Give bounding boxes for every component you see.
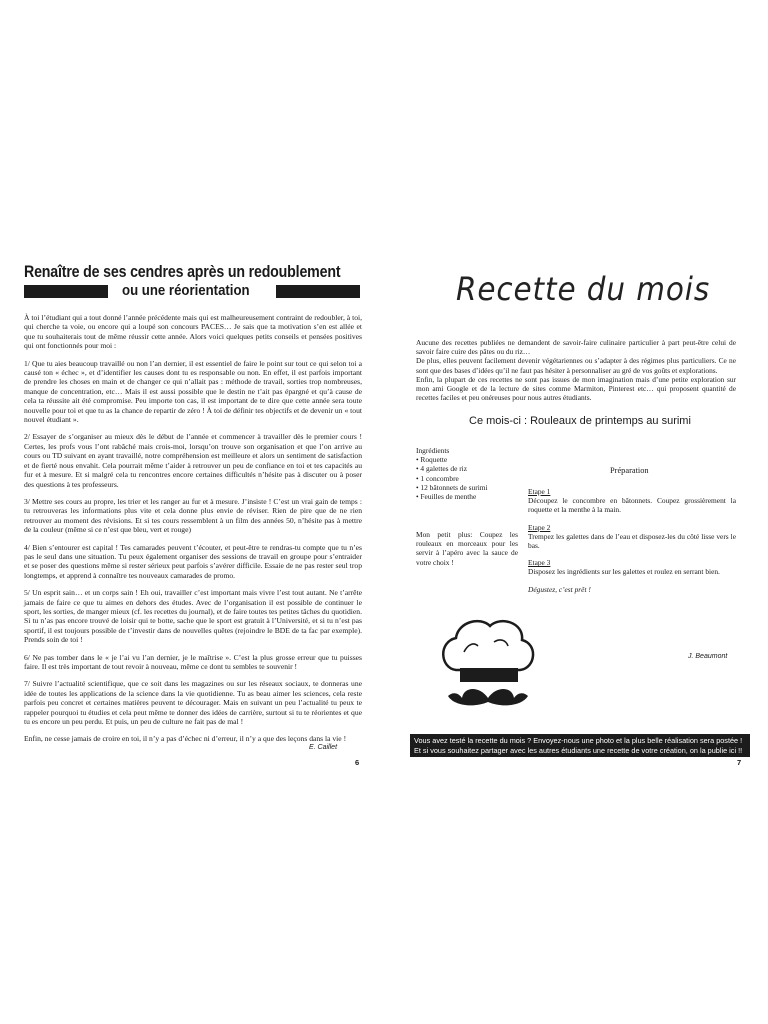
step-label: Etape 2 bbox=[528, 522, 551, 532]
step-text: Disposez les ingrédients sur les galettes et roulez en serrant bien. bbox=[528, 567, 720, 577]
banner-line-2: Et si vous souhaitez partager avec les autres étudiants une recette de votre création, on la publie ici !! bbox=[414, 745, 743, 755]
intro-paragraph: À toi l’étudiant qui a tout donné l’année précédente mais qui est malheureusement contraint de redoubler, à toi, qui cherche ta voie, ou encore qui a loupé son concours PACES… Je sais que ta motivation s’en est allée et que tu souhaiterais tout de même réussir cette année. Alors voici quelques petits conseils et pensées positives qui ont fonctionnés pour moi : bbox=[24, 313, 362, 351]
left-title-line1: Renaître de ses cendres après un redoublement bbox=[24, 263, 341, 281]
tip-paragraph-2: 2/ Essayer de s’organiser au mieux dès le début de l’année et commencer à travailler dès le premier cours ! Certes, les profs vous l’ont rabâché mais crois-moi, lorsqu’on trouve son organisation et que l’on arrive au cours ou TD suivant en ayant travaillé, notre compréhension est meilleure et alors un sentiment de satisfaction et de fierté nous envahit. Cela pourrait même t’aider à retrouver un peu de confiance en toi et tes capacités au fur et à mesure. Et si malgré cela tu rencontres encore certaines difficultés n’hésite pas à discuter ou à poser des questions à tes professeurs. bbox=[24, 432, 362, 489]
step-label: Etape 3 bbox=[528, 558, 551, 568]
ingredient-item: • Roquette bbox=[416, 455, 448, 465]
chef-hat-mustache-icon bbox=[434, 612, 542, 710]
recipe-title: Recette du mois bbox=[456, 270, 711, 308]
title-bar-right bbox=[276, 285, 360, 298]
step-label: Etape 1 bbox=[528, 487, 551, 496]
call-to-action-banner bbox=[410, 734, 750, 757]
tip-paragraph-5: 5/ Un esprit sain… et un corps sain ! Eh oui, travailler c’est important mais vivre l’est tout autant. Ne t’arrête jamais de faire ce que tu aimes en dehors des études. Avec de l’organisation il est possible de continuer le sport, les sorties, de manger mieux (cf. les recettes du journal), et de faire toutes tes petites tâches du quotidien. Si tu n’as pas encore trouvé de loisir qui te botte, sache que le sport est gratuit à l’Université, et si tu n’est pas sportif, il est toujours possible de t’investir dans de nouvelles quêtes (rejoindre le BDE de ta fac par exemple). Prends soin de toi ! bbox=[24, 588, 362, 645]
tip-paragraph-4: 4/ Bien s’entourer est capital ! Tes camarades peuvent t’écouter, et peut-être te rendras-tu compte que tu n’es pas le seul dans une situation. Tu peux également organiser des sessions de travail en groupe pour s’entraider et se poser des questions même si rester sérieux peut parfois s’avérer difficile. Essaie de ne pas rester seul trop longtemps, et apprend à connaître tes nouveaux camarades de promo. bbox=[24, 542, 362, 580]
intro-line-2: De plus, elles peuvent facilement devenir végétariennes ou s’adapter à des régimes plus particuliers. Ce ne sont que des bases d’idées qu’il ne faut pas hésiter à personnaliser au gré de vos goûts et explorations. bbox=[416, 356, 736, 375]
closing-paragraph: Enfin, ne cesse jamais de croire en toi, il n’y a pas d’échec ni d’erreur, il n’y a que des leçons dans la vie ! bbox=[24, 734, 347, 744]
tip-block: Mon petit plus: Coupez les rouleaux en morceaux pour les servir à l’apéro avec la sauce de votre choix ! bbox=[416, 530, 518, 567]
right-signature: J. Beaumont bbox=[688, 653, 728, 660]
recipe-intro bbox=[416, 338, 736, 402]
left-signature: E. Caillet bbox=[309, 744, 338, 751]
ingredient-item: • 12 bâtonnets de surimi bbox=[416, 482, 488, 492]
tip-paragraph-3: 3/ Mettre ses cours au propre, les trier et les ranger au fur et à mesure. J’insiste ! C’est un vrai gain de temps : tu retrouveras les informations plus vite et cela donne plus envie de réviser. Rien de pire que de ne rien retrouver au moment des révisions. Et si tes cours ressemblent à un film des années 50, n’hésite pas à mettre de la couleur (même si ce n’est que bleu, vert et rouge) bbox=[24, 496, 362, 535]
banner-line-1: Vous avez testé la recette du mois ? Envoyez-nous une photo et la plus belle réalisation sera postée ! bbox=[414, 736, 743, 745]
tip-paragraph-1: 1/ Que tu aies beaucoup travaillé ou non l’an dernier, il est essentiel de faire le point sur tout ce qui selon toi a causé ton « échec », et d’identifier les causes dont tu es responsable ou non. En effet, il est parfois important de prendre les choses en main et de changer ce qui n’allait pas : méthode de travail, sorties trop nombreuses, manque de concentration, etc… Mais il est aussi possible que le destin ne t’ait pas épargné et qu’à cause de cela ta réussite ait été compromise. Peu importe ton cas, il est important de te dire que cette année sera toute nouvelle pour toi et que tu as la chance de repartir de zéro ! À toi de définir tes objectifs et de devenir un « tout nouvel étudiant ». bbox=[24, 358, 362, 425]
article-body bbox=[24, 313, 362, 752]
page-number-left: 6 bbox=[355, 758, 360, 767]
ingredient-item: • 4 galettes de riz bbox=[416, 464, 468, 474]
tip-paragraph-6: 6/ Ne pas tomber dans le « je l’ai vu l’an dernier, je le maîtrise ». C’est la plus grosse erreur que tu puisses faire. Il est très important de tout revoir à nouveau, même ce dont tu sembles te souvenir ! bbox=[24, 652, 362, 671]
ingredient-item: • 1 concombre bbox=[416, 473, 459, 483]
closing-line: Dégustez, c’est prêt ! bbox=[528, 584, 591, 594]
intro-line-3: Enfin, la plupart de ces recettes ne sont pas issues de mon imagination mais d’une petite exploration sur mon ami Google et de la lecture de sites comme Marmiton, Pinterest etc… qui proposent quantité de recettes faciles et peu onéreuses pour nous autres étudiants. bbox=[416, 374, 736, 403]
recipe-subtitle: Ce mois-ci : Rouleaux de printemps au surimi bbox=[469, 415, 691, 427]
page-number-right: 7 bbox=[737, 758, 742, 767]
ingredient-item: • Feuilles de menthe bbox=[416, 492, 477, 502]
step-text: Trempez les galettes dans de l’eau et disposez-les du côté lisse vers le bas. bbox=[528, 531, 736, 551]
tip-paragraph-7: 7/ Suivre l’actualité scientifique, que ce soit dans les magazines ou sur les réseaux sociaux, te donneras une idée de toutes les applications de la science dans la vie quotidienne. Tu as beau aimer les sciences, cela reste parfois peu concret et certaines matières peuvent te décourager. Mais en suivant un peu l’actualité tu peux te rappeler pourquoi tu étudies et cela peut même te donner des idées de carrière, surtout si tu te réorientes et que tu es encore un peu perdu. Et puis, un peu de culture ne fait pas de mal ! bbox=[24, 679, 362, 727]
ingredients-heading: Ingrédients bbox=[416, 446, 450, 455]
preparation-heading: Préparation bbox=[610, 466, 649, 475]
ingredients-block bbox=[416, 446, 526, 501]
left-title-line2: ou une réorientation bbox=[122, 282, 250, 299]
step-text: Découpez le concombre en bâtonnets. Coupez grossièrement la roquette et la menthe à la main. bbox=[528, 496, 736, 515]
intro-line-1: Aucune des recettes publiées ne demandent de savoir-faire culinaire particulier à part peut-être celui de savoir faire cuire des pâtes ou du riz… bbox=[416, 338, 736, 357]
steps-block bbox=[528, 487, 736, 594]
title-bar-left bbox=[24, 285, 108, 298]
